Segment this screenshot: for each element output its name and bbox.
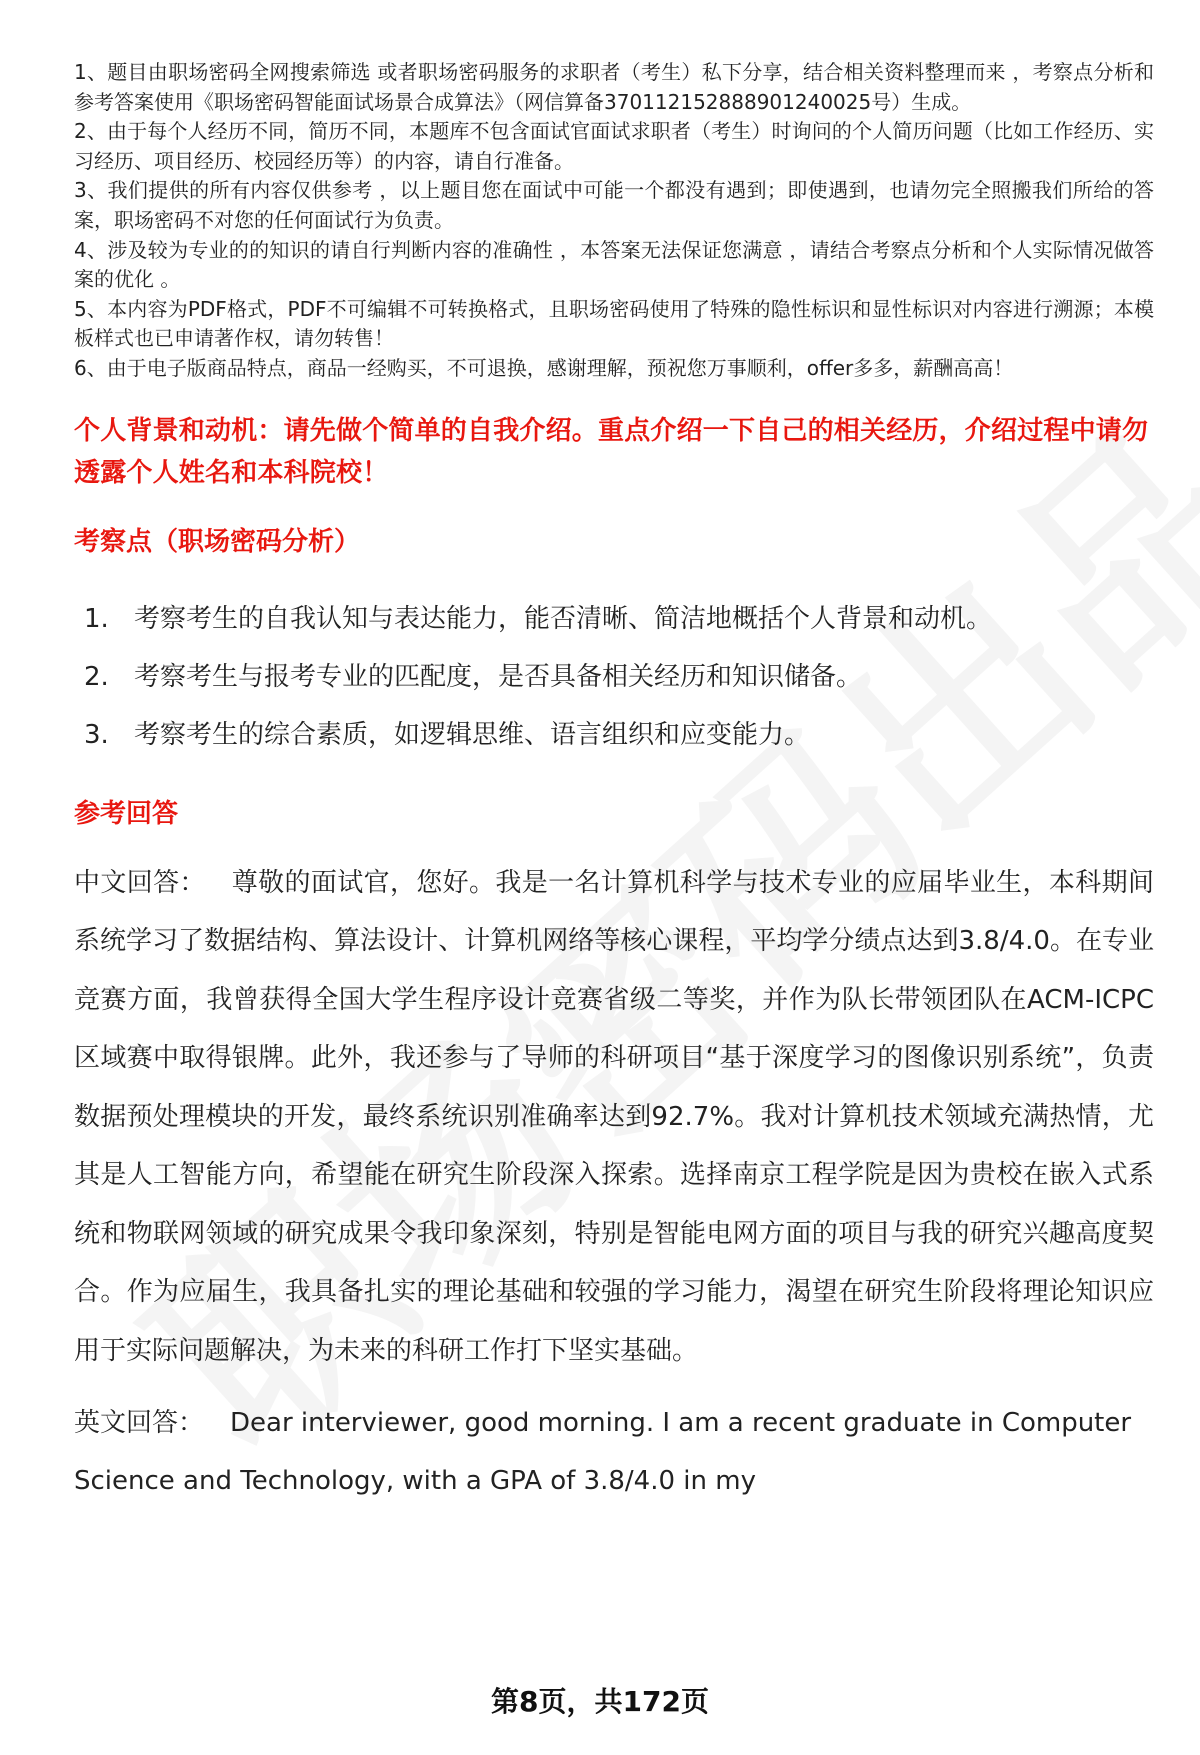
list-item (74, 648, 1154, 706)
list-item (74, 590, 1154, 648)
answer-english-label: 英文回答： (74, 1408, 205, 1439)
list-item-text: 考察考生的综合素质，如逻辑思维、语言组织和应变能力。 (134, 719, 811, 750)
notice-item: 1、题目由职场密码全网搜索筛选 或者职场密码服务的求职者（考生）私下分享，结合相关资料整理而来 ，考察点分析和参考答案使用《职场密码智能面试场景合成算法》（网信算备370112152888901240025号）生成。 (74, 60, 1154, 114)
answer-english-text: Dear interviewer, good morning. I am a recent graduate in Computer Science and Technology, with a GPA of 3.8/4.0 in my (74, 1408, 1132, 1497)
notice-item: 2、由于每个人经历不同，简历不同，本题库不包含面试官面试求职者（考生）时询问的个人简历问题（比如工作经历、实习经历、项目经历、校园经历等）的内容，请自行准备。 (74, 119, 1154, 173)
list-item-text: 考察考生的自我认知与表达能力，能否清晰、简洁地概括个人背景和动机。 (134, 603, 993, 634)
list-number: 2. (84, 661, 109, 692)
answer-chinese-label: 中文回答： (74, 867, 206, 898)
answer-heading: 参考回答 (74, 798, 179, 829)
points-heading: 考察点（职场密码分析） (74, 526, 361, 557)
list-item-text: 考察考生与报考专业的匹配度，是否具备相关经历和知识储备。 (134, 661, 863, 692)
question-title: 个人背景和动机：请先做个简单的自我介绍。重点介绍一下自己的相关经历，介绍过程中请勿透露个人姓名和本科院校！ (74, 415, 1149, 488)
answer-chinese-text: 尊敬的面试官，您好。我是一名计算机科学与技术专业的应届毕业生，本科期间系统学习了数据结构、算法设计、计算机网络等核心课程，平均学分绩点达到3.8/4.0。在专业竞赛方面，我曾获得全国大学生程序设计竞赛省级二等奖，并作为队长带领团队在ACM-ICPC区域赛中取得银牌。此外，我还参与了导师的科研项目“基于深度学习的图像识别系统”，负责数据预处理模块的开发，最终系统识别准确率达到92.7%。我对计算机技术领域充满热情，尤其是人工智能方向，希望能在研究生阶段深入探索。选择南京工程学院是因为贵校在嵌入式系统和物联网领域的研究成果令我印象深刻，特别是智能电网方面的项目与我的研究兴趣高度契合。作为应届生，我具备扎实的理论基础和较强的学习能力，渴望在研究生阶段将理论知识应用于实际问题解决，为未来的科研工作打下坚实基础。 (74, 867, 1154, 1366)
page-content (74, 58, 1154, 1510)
list-item (74, 706, 1154, 764)
list-number: 3. (84, 719, 109, 750)
assessment-points (74, 590, 1154, 764)
notice-item: 4、涉及较为专业的的知识的请自行判断内容的准确性 ，本答案无法保证您满意 ，请结合考察点分析和个人实际情况做答案的优化 。 (74, 237, 1154, 292)
list-number: 1. (84, 603, 109, 634)
notice-list (74, 58, 1154, 384)
notice-item: 3、我们提供的所有内容仅供参考 ，以上题目您在面试中可能一个都没有遇到；即使遇到，也请勿完全照搬我们所给的答案，职场密码不对您的任何面试行为负责。 (74, 178, 1154, 232)
notice-item: 6、由于电子版商品特点，商品一经购买，不可退换，感谢理解，预祝您万事顺利，offer多多，薪酬高高！ (74, 355, 1014, 380)
answer-english (74, 1394, 1154, 1510)
notice-item: 5、本内容为PDF格式，PDF不可编辑不可转换格式，且职场密码使用了特殊的隐性标识和显性标识对内容进行溯源；本模板样式也已申请著作权，请勿转售！ (74, 296, 1154, 351)
answer-chinese (74, 854, 1154, 1381)
page-number: 第8页，共172页 (491, 1685, 709, 1718)
